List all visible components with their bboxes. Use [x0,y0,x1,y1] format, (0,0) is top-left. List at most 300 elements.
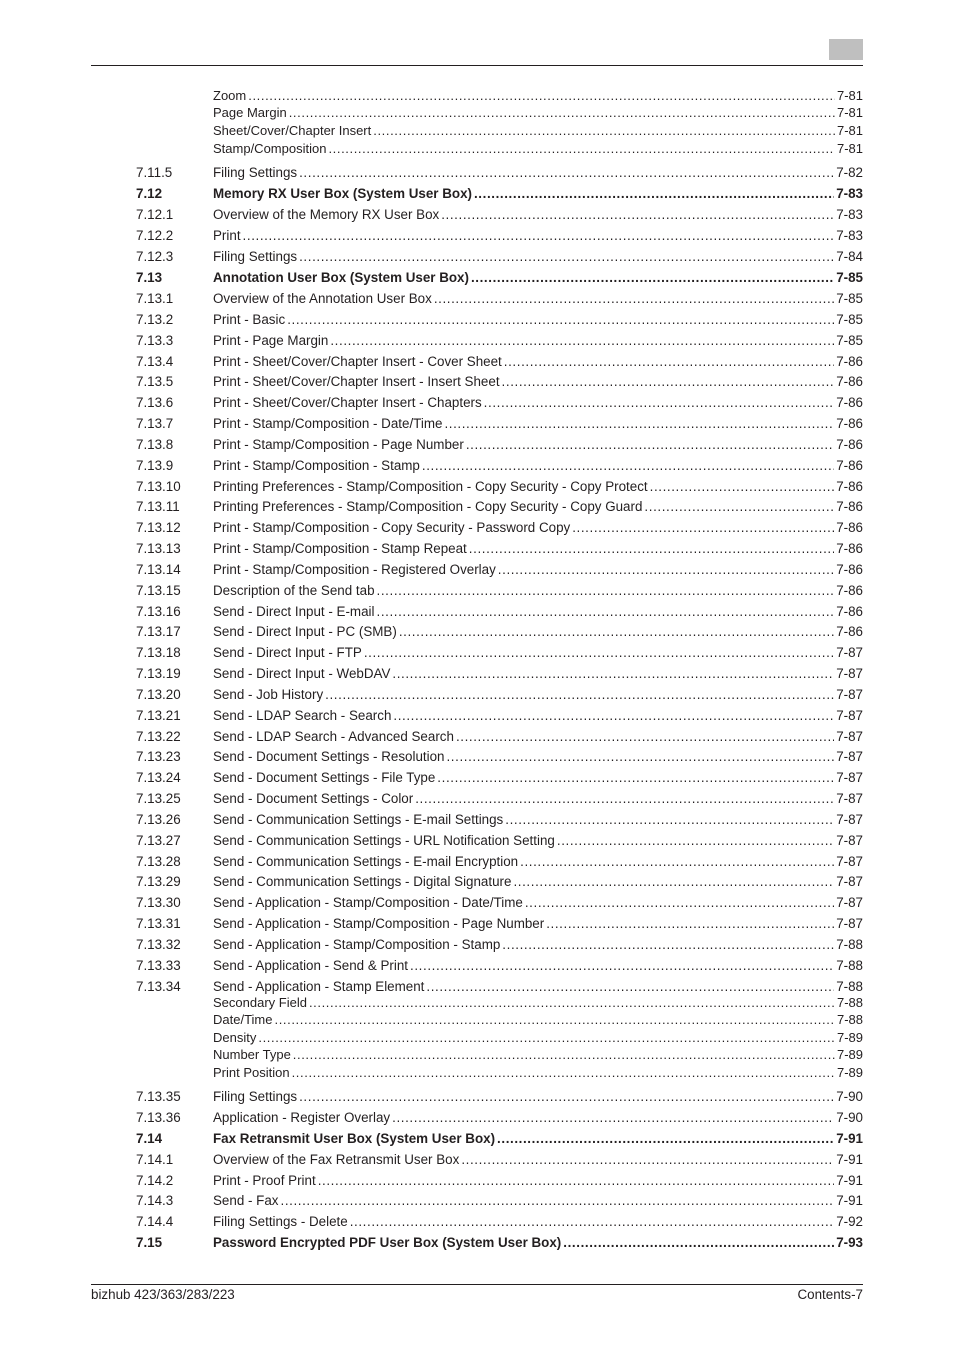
toc-title: Filing Settings - Delete [213,1214,348,1229]
toc-page-number: 7-86 [836,624,863,639]
toc-entry[interactable] [136,415,863,433]
toc-page-number: 7-91 [836,1193,863,1208]
toc-line [213,540,863,558]
toc-entry[interactable] [136,1192,863,1210]
toc-page-number: 7-86 [836,354,863,369]
toc-title: Date/Time [213,1012,273,1027]
toc-page-number: 7-85 [836,270,863,285]
toc-title: Send - Communication Settings - E-mail Settings [213,812,504,827]
toc-section-number: 7.13.28 [136,854,181,869]
toc-title: Print - Basic [213,312,286,327]
toc-section-number: 7.14.2 [136,1173,174,1188]
toc-section-number: 7.13.11 [136,499,180,514]
dot-leader [525,894,834,912]
toc-section-number: 7.13.18 [136,645,181,660]
toc-title: Application - Register Overlay [213,1110,391,1125]
dot-leader [274,1011,834,1028]
toc-line [213,665,863,683]
toc-line [213,1192,863,1210]
toc-title: Stamp/Composition [213,141,327,156]
toc-entry[interactable] [136,164,863,182]
toc-subentry[interactable] [136,87,863,104]
dot-leader [557,832,834,850]
dot-leader [350,1213,834,1231]
toc-section-number: 7.13.27 [136,833,181,848]
toc-title: Density [213,1030,257,1045]
toc-line [213,623,863,641]
toc-title: Memory RX User Box (System User Box) [213,186,472,201]
toc-title: Send - Job History [213,687,324,702]
toc-line [213,269,863,287]
toc-entry[interactable] [136,1172,863,1190]
toc-line [213,1213,863,1231]
toc-title: Print - Stamp/Composition - Copy Security - Password Copy [213,520,571,535]
toc-section-number: 7.14.1 [136,1152,174,1167]
toc-page-number: 7-93 [836,1235,863,1250]
toc-entry[interactable] [136,185,863,203]
dot-leader [243,227,835,245]
toc-title: Password Encrypted PDF User Box (System User Box) [213,1235,562,1250]
toc-line [213,415,863,433]
toc-section-number: 7.13.22 [136,729,181,744]
toc-subentry[interactable] [136,1011,863,1028]
toc-page-number: 7-86 [836,562,863,577]
toc-line [213,707,863,725]
toc-entry[interactable] [136,353,863,371]
toc-title: Print - Sheet/Cover/Chapter Insert - Chapters [213,395,482,410]
dot-leader [572,519,834,537]
toc-entry[interactable] [136,540,863,558]
toc-line [213,957,863,975]
toc-title: Send - Document Settings - Resolution [213,749,445,764]
dot-leader [471,269,834,287]
toc-page-number: 7-91 [836,1173,863,1188]
dot-leader [392,1109,834,1127]
dot-leader [437,769,834,787]
toc-entry[interactable] [136,457,863,475]
toc-title: Send - Direct Input - E-mail [213,604,375,619]
toc-section-number: 7.13.17 [136,624,181,639]
toc-title: Print - Stamp/Composition - Stamp Repeat [213,541,467,556]
toc-line [213,1109,863,1127]
toc-page-number: 7-83 [836,207,863,222]
toc-line [213,478,863,496]
toc-page-number: 7-90 [836,1110,863,1125]
toc-section-number: 7.13.1 [136,291,174,306]
toc-page-number: 7-87 [836,833,863,848]
toc-entry[interactable] [136,623,863,641]
toc-line [213,206,863,224]
toc-title: Zoom [213,88,247,103]
toc-title: Filing Settings [213,1089,298,1104]
toc-section-number: 7.13.15 [136,583,181,598]
dot-leader [650,478,835,496]
dot-leader [410,957,834,975]
toc-entry[interactable] [136,373,863,391]
toc-section-number: 7.13.21 [136,708,181,723]
toc-line [213,436,863,454]
toc-section-number: 7.13.24 [136,770,181,785]
toc-page-number: 7-87 [836,708,863,723]
dot-leader [466,436,834,454]
toc-entry[interactable] [136,832,863,850]
toc-page-number: 7-85 [836,291,863,306]
dot-leader [502,373,835,391]
toc-line [213,498,863,516]
toc-entry[interactable] [136,290,863,308]
toc-title: Fax Retransmit User Box (System User Box) [213,1131,496,1146]
toc-entry[interactable] [136,1088,863,1106]
toc-line [213,1172,863,1190]
toc-page-number: 7-88 [836,979,863,994]
toc-title: Send - Document Settings - File Type [213,770,436,785]
toc-line [213,332,863,350]
toc-line [213,227,863,245]
toc-entry[interactable] [136,811,863,829]
toc-entry[interactable] [136,1109,863,1127]
toc-subentry[interactable] [136,140,863,157]
toc-section-number: 7.12.1 [136,207,174,222]
toc-title: Send - Application - Send & Print [213,958,409,973]
dot-leader [318,1172,834,1190]
dot-leader [444,415,834,433]
dot-leader [287,311,834,329]
toc-section-number: 7.13.26 [136,812,181,827]
toc-page-number: 7-87 [836,645,863,660]
toc-title: Overview of the Fax Retransmit User Box [213,1152,460,1167]
toc-entry[interactable] [136,644,863,662]
toc-page-number: 7-83 [836,228,863,243]
toc-page-number: 7-86 [836,583,863,598]
toc-line [213,936,863,954]
dot-leader [248,87,835,104]
toc-line [213,140,863,157]
toc-page-number: 7-81 [836,141,863,156]
dot-leader [415,790,834,808]
dot-leader [546,915,834,933]
toc-page-number: 7-87 [836,666,863,681]
toc-title: Send - Direct Input - FTP [213,645,362,660]
toc-title: Send - Communication Settings - URL Notification Setting [213,833,555,848]
toc-subentry[interactable] [136,1046,863,1063]
toc-page-number: 7-86 [836,437,863,452]
toc-entry[interactable] [136,748,863,766]
toc-page-number: 7-83 [836,186,863,201]
toc-section-number: 7.12.3 [136,249,174,264]
toc-line [213,457,863,475]
dot-leader [325,686,834,704]
toc-section-number: 7.13.2 [136,312,174,327]
toc-title: Print - Proof Print [213,1173,316,1188]
dot-leader [497,1130,834,1148]
dot-leader [434,290,834,308]
toc-entry[interactable] [136,206,863,224]
dot-leader [446,748,834,766]
toc-title: Send - Application - Stamp/Composition - Page Number [213,916,545,931]
dot-leader [563,1234,834,1252]
dot-leader [330,332,834,350]
toc-title: Send - Application - Stamp/Composition - Stamp [213,937,501,952]
toc-line [213,790,863,808]
dot-leader [474,185,834,203]
dot-leader [469,540,834,558]
toc-section-number: 7.13.14 [136,562,181,577]
toc-title: Print - Page Margin [213,333,329,348]
toc-subentry[interactable] [136,122,863,139]
dot-leader [258,1029,835,1046]
footer-page-label: Contents-7 [797,1287,863,1302]
toc-line [213,894,863,912]
toc-section-number: 7.13.4 [136,354,174,369]
toc-title: Send - Direct Input - PC (SMB) [213,624,397,639]
toc-title: Send - Communication Settings - Digital Signature [213,874,512,889]
toc-section-number: 7.13.33 [136,958,181,973]
toc-page-number: 7-91 [836,1152,863,1167]
toc-section-number: 7.13.30 [136,895,181,910]
toc-section-number: 7.13.29 [136,874,181,889]
toc-line [213,769,863,787]
toc-entry[interactable] [136,1213,863,1231]
toc-entry[interactable] [136,519,863,537]
dot-leader [498,561,834,579]
toc-entry[interactable] [136,873,863,891]
toc-line [213,811,863,829]
toc-entry[interactable] [136,311,863,329]
dot-leader [456,728,834,746]
toc-page-number: 7-88 [836,937,863,952]
toc-line [213,1234,863,1252]
toc-title: Send - Application - Stamp/Composition - Date/Time [213,895,523,910]
toc-line [213,853,863,871]
toc-page-number: 7-87 [836,854,863,869]
toc-entry[interactable] [136,686,863,704]
toc-page-number: 7-92 [836,1214,863,1229]
toc-page-number: 7-81 [836,88,863,103]
toc-page-number: 7-86 [836,374,863,389]
toc-entry[interactable] [136,603,863,621]
toc-title: Print - Stamp/Composition - Stamp [213,458,420,473]
toc-line [213,1029,863,1046]
toc-title: Print Position [213,1065,290,1080]
toc-subentry[interactable] [136,104,863,121]
toc-title: Send - Document Settings - Color [213,791,414,806]
toc-section-number: 7.13.25 [136,791,181,806]
dot-leader [505,811,834,829]
dot-leader [393,707,834,725]
toc-section-number: 7.13 [136,270,163,285]
toc-page-number: 7-86 [836,604,863,619]
toc-entry[interactable] [136,561,863,579]
toc-entry[interactable] [136,478,863,496]
toc-line [213,1046,863,1063]
toc-line [213,373,863,391]
toc-entry[interactable] [136,707,863,725]
toc-page-number: 7-86 [836,520,863,535]
toc-entry[interactable] [136,915,863,933]
toc-page-number: 7-87 [836,916,863,931]
toc-title: Page Margin [213,105,287,120]
toc-entry[interactable] [136,1234,863,1252]
toc-title: Description of the Send tab [213,583,375,598]
toc-line [213,164,863,182]
dot-leader [392,665,834,683]
toc-subentry[interactable] [136,1029,863,1046]
toc-line [213,915,863,933]
dot-leader [373,122,835,139]
toc-page-number: 7-87 [836,812,863,827]
toc-line [213,748,863,766]
toc-page-number: 7-86 [836,395,863,410]
toc-page-number: 7-89 [836,1065,863,1080]
toc-line [213,603,863,621]
toc-title: Send - LDAP Search - Advanced Search [213,729,454,744]
toc-page-number: 7-86 [836,416,863,431]
toc-section-number: 7.13.13 [136,541,181,556]
toc-title: Send - LDAP Search - Search [213,708,392,723]
toc-page-number: 7-87 [836,791,863,806]
toc-entry[interactable] [136,853,863,871]
toc-section-number: 7.13.3 [136,333,174,348]
toc-section-number: 7.15 [136,1235,163,1250]
toc-entry[interactable] [136,248,863,266]
toc-page-number: 7-86 [836,458,863,473]
toc-line [213,561,863,579]
toc-title: Overview of the Memory RX User Box [213,207,440,222]
toc-title: Print - Sheet/Cover/Chapter Insert - Cover Sheet [213,354,502,369]
toc-line [213,873,863,891]
toc-entry[interactable] [136,269,863,287]
toc-entry[interactable] [136,227,863,245]
toc-line [213,1130,863,1148]
toc-page-number: 7-85 [836,333,863,348]
toc-line [213,582,863,600]
toc-entry[interactable] [136,582,863,600]
dot-leader [299,164,834,182]
toc-line [213,122,863,139]
toc-entry[interactable] [136,332,863,350]
toc-page-number: 7-85 [836,312,863,327]
toc-section-number: 7.13.34 [136,979,181,994]
dot-leader [309,994,835,1011]
toc-title: Print [213,228,241,243]
toc-section-number: 7.13.19 [136,666,181,681]
toc-title: Overview of the Annotation User Box [213,291,432,306]
toc-line [213,728,863,746]
toc-entry[interactable] [136,394,863,412]
toc-section-number: 7.13.10 [136,479,181,494]
toc-entry[interactable] [136,936,863,954]
toc-section-number: 7.13.20 [136,687,181,702]
toc-entry[interactable] [136,728,863,746]
toc-line [213,832,863,850]
toc-section-number: 7.14 [136,1131,163,1146]
dot-leader [484,394,835,412]
toc-entry[interactable] [136,1130,863,1148]
toc-line [213,1088,863,1106]
toc-section-number: 7.12 [136,186,163,201]
toc-page-number: 7-87 [836,895,863,910]
toc-section-number: 7.13.5 [136,374,174,389]
toc-section-number: 7.14.3 [136,1193,174,1208]
toc-entry[interactable] [136,769,863,787]
toc-section-number: 7.13.31 [136,916,181,931]
toc-page-number: 7-87 [836,770,863,785]
toc-line [213,994,863,1011]
toc-title: Filing Settings [213,165,298,180]
toc-title: Print - Sheet/Cover/Chapter Insert - Insert Sheet [213,374,500,389]
dot-leader [520,853,834,871]
toc-section-number: 7.11.5 [136,165,173,180]
toc-page-number: 7-91 [836,1131,863,1146]
bottom-rule [91,1284,863,1285]
toc-entry[interactable] [136,436,863,454]
dot-leader [504,353,834,371]
toc-entry[interactable] [136,790,863,808]
dot-leader [422,457,834,475]
toc-section-number: 7.14.4 [136,1214,174,1229]
toc-line [213,87,863,104]
toc-page-number: 7-87 [836,729,863,744]
toc-page-number: 7-88 [836,1012,863,1027]
toc-entry[interactable] [136,957,863,975]
dot-leader [299,1088,834,1106]
toc-page-number: 7-81 [836,123,863,138]
toc-line [213,1011,863,1028]
toc-entry[interactable] [136,894,863,912]
toc-entry[interactable] [136,1151,863,1169]
dot-leader [328,140,835,157]
toc-section-number: 7.13.35 [136,1089,181,1104]
toc-page-number: 7-86 [836,499,863,514]
toc-title: Annotation User Box (System User Box) [213,270,469,285]
dot-leader [293,1046,835,1063]
toc-title: Send - Direct Input - WebDAV [213,666,391,681]
toc-section-number: 7.13.7 [136,416,174,431]
toc-line [213,1064,863,1081]
toc-subentry[interactable] [136,994,863,1011]
footer-product-name: bizhub 423/363/283/223 [91,1287,235,1302]
dot-leader [502,936,834,954]
dot-leader [364,644,834,662]
dot-leader [441,206,834,224]
toc-section-number: 7.13.8 [136,437,174,452]
toc-page-number: 7-81 [836,105,863,120]
dot-leader [299,248,834,266]
toc-section-number: 7.13.12 [136,520,181,535]
toc-page-number: 7-86 [836,541,863,556]
toc-title: Sheet/Cover/Chapter Insert [213,123,372,138]
toc-line [213,185,863,203]
toc-title: Send - Fax [213,1193,279,1208]
dot-leader [281,1192,835,1210]
toc-entry[interactable] [136,665,863,683]
toc-page-number: 7-90 [836,1089,863,1104]
dot-leader [377,603,835,621]
toc-title: Print - Stamp/Composition - Page Number [213,437,464,452]
dot-leader [644,498,834,516]
toc-title: Printing Preferences - Stamp/Composition - Copy Security - Copy Protect [213,479,648,494]
toc-line [213,394,863,412]
toc-line [213,311,863,329]
toc-subentry[interactable] [136,1064,863,1081]
toc-title: Filing Settings [213,249,298,264]
toc-title: Number Type [213,1047,291,1062]
toc-page-number: 7-84 [836,249,863,264]
toc-page-number: 7-82 [836,165,863,180]
toc-section-number: 7.13.23 [136,749,181,764]
dot-leader [399,623,834,641]
toc-entry[interactable] [136,498,863,516]
